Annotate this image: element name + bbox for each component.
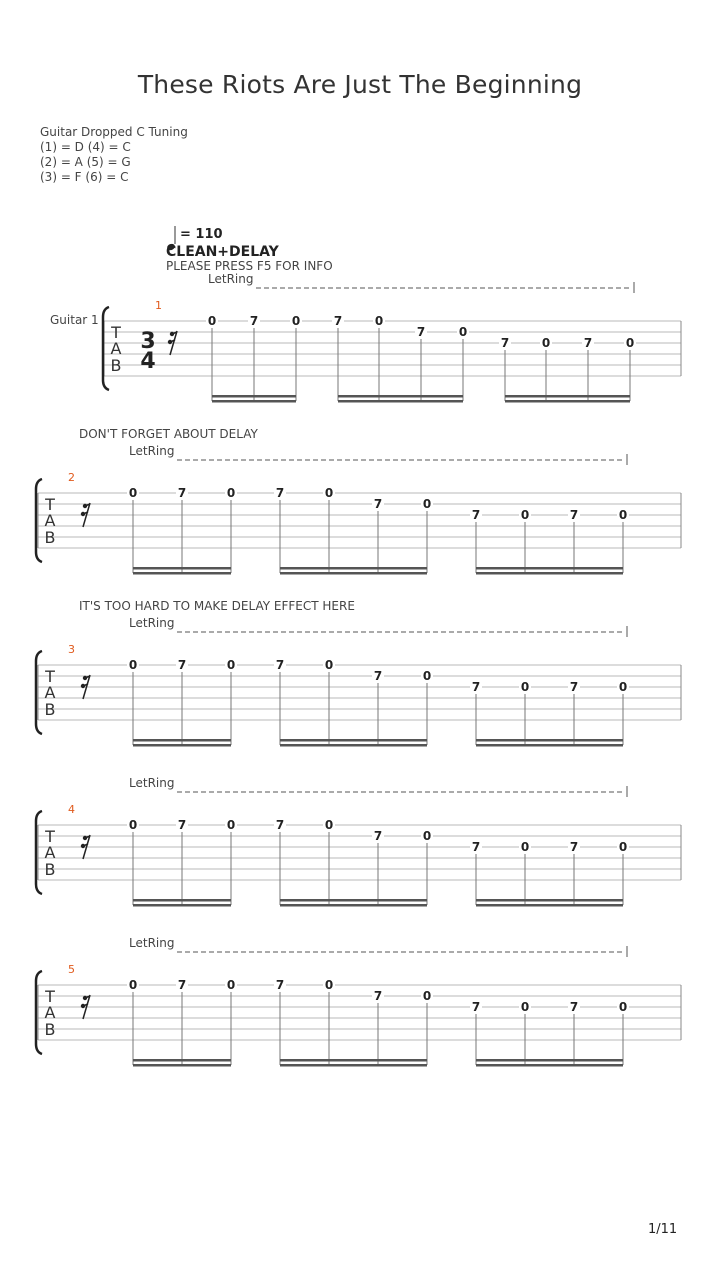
beam: [280, 899, 427, 902]
fret-number: 0: [618, 508, 628, 522]
beam: [476, 1059, 623, 1062]
tab-clef-b: B: [44, 1020, 56, 1039]
fret-number: 7: [471, 680, 481, 694]
beam: [133, 739, 231, 742]
fret-number: 0: [291, 314, 301, 328]
tab-clef-b: B: [44, 528, 56, 547]
fret-number: 0: [618, 1000, 628, 1014]
beam: [338, 395, 463, 398]
system-bracket: [36, 971, 42, 1054]
fret-number: 7: [373, 829, 383, 843]
beam: [476, 1064, 623, 1067]
staff-annotation: PLEASE PRESS F5 FOR INFO: [166, 259, 333, 273]
beam: [476, 899, 623, 902]
fret-number: 0: [422, 829, 432, 843]
fret-number: 7: [500, 336, 510, 350]
fret-number: 0: [374, 314, 384, 328]
beam: [133, 744, 231, 747]
fret-number: 0: [520, 840, 530, 854]
let-ring-label: LetRing: [129, 444, 175, 458]
fret-number: 7: [471, 1000, 481, 1014]
beam: [280, 739, 427, 742]
tab-clef-t: T: [45, 987, 55, 1006]
tab-clef-a: A: [44, 843, 56, 862]
beam: [476, 567, 623, 570]
page-number: 1/11: [648, 1222, 678, 1237]
measure-number: 3: [68, 643, 75, 656]
fret-number: 0: [128, 658, 138, 672]
fret-number: 0: [422, 669, 432, 683]
measure-number: 1: [155, 299, 162, 312]
fret-number: 7: [177, 486, 187, 500]
section-label: CLEAN+DELAY: [166, 244, 279, 260]
time-signature-top: 3: [140, 329, 156, 354]
fret-number: 0: [625, 336, 635, 350]
beam: [133, 1059, 231, 1062]
beam: [212, 395, 296, 398]
beam: [280, 744, 427, 747]
let-ring-label: LetRing: [129, 776, 175, 790]
beam: [280, 904, 427, 907]
beam: [280, 572, 427, 575]
fret-number: 0: [226, 658, 236, 672]
beam: [476, 739, 623, 742]
fret-number: 0: [128, 486, 138, 500]
tab-clef-a: A: [44, 1003, 56, 1022]
fret-number: 7: [569, 508, 579, 522]
beam: [280, 567, 427, 570]
fret-number: 7: [471, 840, 481, 854]
fret-number: 0: [324, 658, 334, 672]
staff-annotation: DON'T FORGET ABOUT DELAY: [79, 427, 258, 441]
tab-clef-b: B: [44, 700, 56, 719]
let-ring-label: LetRing: [208, 272, 254, 286]
song-title: These Riots Are Just The Beginning: [137, 70, 583, 99]
fret-number: 0: [618, 680, 628, 694]
fret-number: 0: [128, 978, 138, 992]
fret-number: 0: [226, 486, 236, 500]
fret-number: 7: [471, 508, 481, 522]
tuning-heading: Guitar Dropped C Tuning: [40, 125, 188, 139]
fret-number: 7: [177, 658, 187, 672]
beam: [505, 400, 630, 403]
fret-number: 7: [416, 325, 426, 339]
measure-number: 5: [68, 963, 75, 976]
tab-clef-t: T: [45, 827, 55, 846]
tab-clef-t: T: [111, 323, 121, 342]
fret-number: 0: [226, 978, 236, 992]
fret-number: 7: [373, 497, 383, 511]
tab-clef-b: B: [110, 356, 122, 375]
measure-number: 4: [68, 803, 75, 816]
time-signature-bottom: 4: [140, 349, 156, 374]
fret-number: 0: [226, 818, 236, 832]
fret-number: 0: [324, 978, 334, 992]
beam: [133, 572, 231, 575]
fret-number: 7: [583, 336, 593, 350]
staff-annotation: IT'S TOO HARD TO MAKE DELAY EFFECT HERE: [79, 599, 355, 613]
fret-number: 0: [520, 1000, 530, 1014]
system-bracket: [36, 811, 42, 894]
beam: [505, 395, 630, 398]
fret-number: 7: [569, 680, 579, 694]
fret-number: 7: [333, 314, 343, 328]
fret-number: 0: [324, 818, 334, 832]
tab-clef-t: T: [45, 667, 55, 686]
beam: [280, 1059, 427, 1062]
fret-number: 0: [324, 486, 334, 500]
fret-number: 7: [373, 989, 383, 1003]
system-bracket: [103, 307, 109, 390]
tab-clef-t: T: [45, 495, 55, 514]
tuning-line: (3) = F (6) = C: [40, 170, 129, 184]
beam: [476, 744, 623, 747]
tuning-line: (2) = A (5) = G: [40, 155, 131, 169]
fret-number: 7: [569, 1000, 579, 1014]
tempo-marking: = 110: [180, 227, 223, 242]
tab-clef-b: B: [44, 860, 56, 879]
let-ring-label: LetRing: [129, 936, 175, 950]
fret-number: 7: [569, 840, 579, 854]
tab-clef-a: A: [44, 511, 56, 530]
fret-number: 0: [207, 314, 217, 328]
fret-number: 0: [618, 840, 628, 854]
fret-number: 7: [373, 669, 383, 683]
beam: [338, 400, 463, 403]
beam: [476, 904, 623, 907]
measure-number: 2: [68, 471, 75, 484]
fret-number: 7: [275, 818, 285, 832]
beam: [212, 400, 296, 403]
beam: [133, 1064, 231, 1067]
fret-number: 0: [422, 989, 432, 1003]
tuning-line: (1) = D (4) = C: [40, 140, 131, 154]
system-bracket: [36, 651, 42, 734]
beam: [476, 572, 623, 575]
fret-number: 0: [541, 336, 551, 350]
beam: [133, 567, 231, 570]
beam: [280, 1064, 427, 1067]
fret-number: 7: [275, 978, 285, 992]
fret-number: 7: [177, 978, 187, 992]
fret-number: 7: [275, 658, 285, 672]
tab-clef-a: A: [44, 683, 56, 702]
system-bracket: [36, 479, 42, 562]
fret-number: 7: [249, 314, 259, 328]
beam: [133, 899, 231, 902]
fret-number: 7: [177, 818, 187, 832]
fret-number: 0: [128, 818, 138, 832]
fret-number: 0: [520, 508, 530, 522]
fret-number: 7: [275, 486, 285, 500]
fret-number: 0: [520, 680, 530, 694]
let-ring-label: LetRing: [129, 616, 175, 630]
tab-clef-a: A: [110, 339, 122, 358]
track-name: Guitar 1: [50, 313, 99, 327]
fret-number: 0: [422, 497, 432, 511]
beam: [133, 904, 231, 907]
fret-number: 0: [458, 325, 468, 339]
